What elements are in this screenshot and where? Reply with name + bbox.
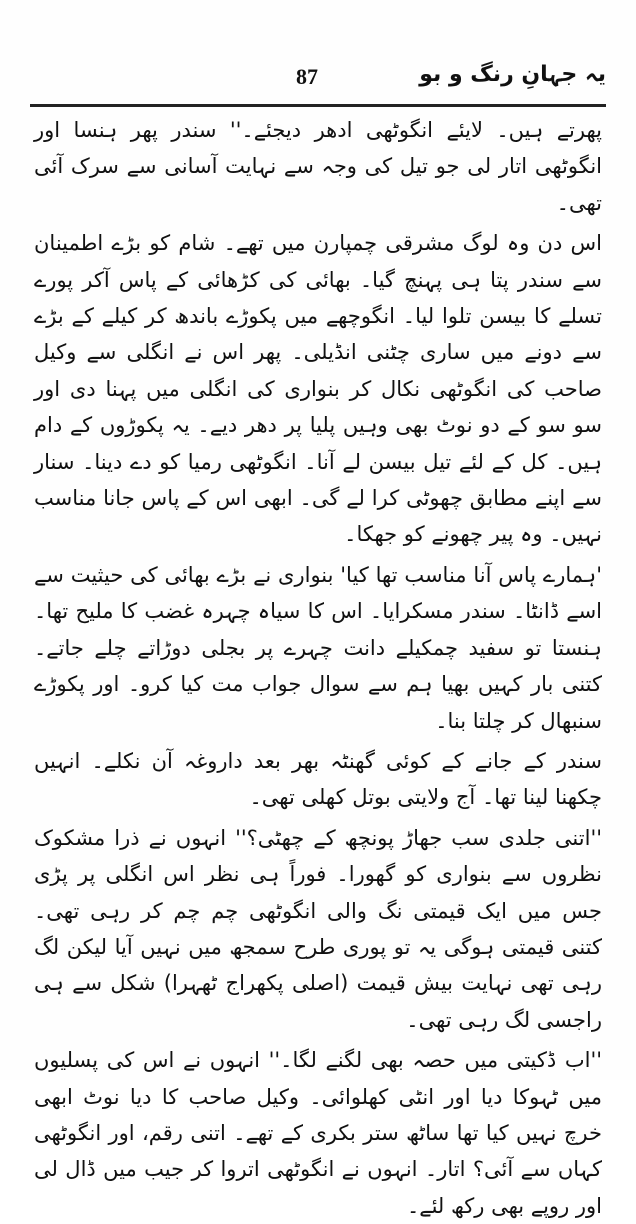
page-header bbox=[30, 62, 606, 106]
paragraph-6: ''اب ڈکیتی میں حصہ بھی لگنے لگا۔'' انہوں نے اس کی پسلیوں میں ٹہوکا دیا اور انٹی کھلوائی۔ وکیل صاحب کا دیا نوٹ ابھی خرچ نہیں کیا تھا ساٹھ ستر بکری کے تھے۔ اتنی رقم، اور انگوٹھی کہاں سے آئی؟ اتار۔ انہوں نے انگوٹھی اتروا کر جیب میں ڈال لی اور روپے بھی رکھ لئے۔ bbox=[34, 1048, 602, 1218]
paragraph-4: سندر کے جانے کے کوئی گھنٹہ بھر بعد داروغہ آن نکلے۔ انہیں چکھنا لینا تھا۔ آج ولایتی بوتل کھلی تھی۔ bbox=[34, 748, 602, 810]
running-title: یہ جہانِ رنگ و بو bbox=[419, 62, 606, 87]
paragraph-2: اس دن وہ لوگ مشرقی چمپارن میں تھے۔ شام کو بڑے اطمینان سے سندر پتا ہی پہنچ گیا۔ بھائی کی کڑھائی کے پاس آکر پورے تسلے کا بیسن تلوا لیا۔ انگوچھے میں پکوڑے باندھ کر کیلے کے بڑے سے دونے میں ساری چٹنی انڈیلی۔ پھر اس نے انگلی سے وکیل صاحب کی انگوٹھی نکال کر بنواری کی انگلی میں پہنا دی اور سو سو کے دو نوٹ بھی وہیں پلیا پر دھر دیے۔ یہ پکوڑوں کے دام ہیں۔ کل کے لئے تیل بیسن لے آنا۔ انگوٹھی رمیا کو دے دینا۔ سنار سے اپنے مطابق چھوٹی کرا لے گی۔ ابھی اس کے پاس جانا مناسب نہیں۔ وہ پیر چھونے کو جھکا۔ bbox=[34, 231, 602, 547]
paragraph-1: پھرتے ہیں۔ لایئے انگوٹھی ادھر دیجئے۔'' سندر پھر ہنسا اور انگوٹھی اتار لی جو تیل کی وجہ سے نہایت آسانی سے سرک آئی تھی۔ bbox=[34, 118, 602, 215]
page-number: 87 bbox=[296, 64, 318, 89]
body-text bbox=[34, 112, 602, 1218]
header-rule bbox=[30, 104, 606, 107]
paragraph-3: 'ہمارے پاس آنا مناسب تھا کیا' بنواری نے بڑے بھائی کی حیثیت سے اسے ڈانٹا۔ سندر مسکرایا۔ اس کا سیاہ چہرہ غضب کا ملیح تھا۔ ہنستا تو سفید چمکیلے دانت چہرے پر بجلی دوڑاتے چلے جاتے۔ کتنی بار کہیں بھیا ہم سے سوال جواب مت کیا کرو۔ اور پکوڑے سنبھال کر چلتا بنا۔ bbox=[34, 562, 602, 733]
paragraph-5: ''اتنی جلدی سب جھاڑ پونچھ کے چھٹی؟'' انہوں نے ذرا مشکوک نظروں سے بنواری کو گھورا۔ فوراً ہی نظر اس انگلی پر پڑی جس میں ایک قیمتی نگ والی انگوٹھی چم چم کر رہی تھی۔ کتنی قیمتی ہوگی یہ تو پوری طرح سمجھ میں نہیں آیا لیکن لگ رہی تھی نہایت بیش قیمت (اصلی پکھراج ٹھہرا) شکل سے ہی راجسی لگ رہی تھی۔ bbox=[34, 825, 602, 1032]
